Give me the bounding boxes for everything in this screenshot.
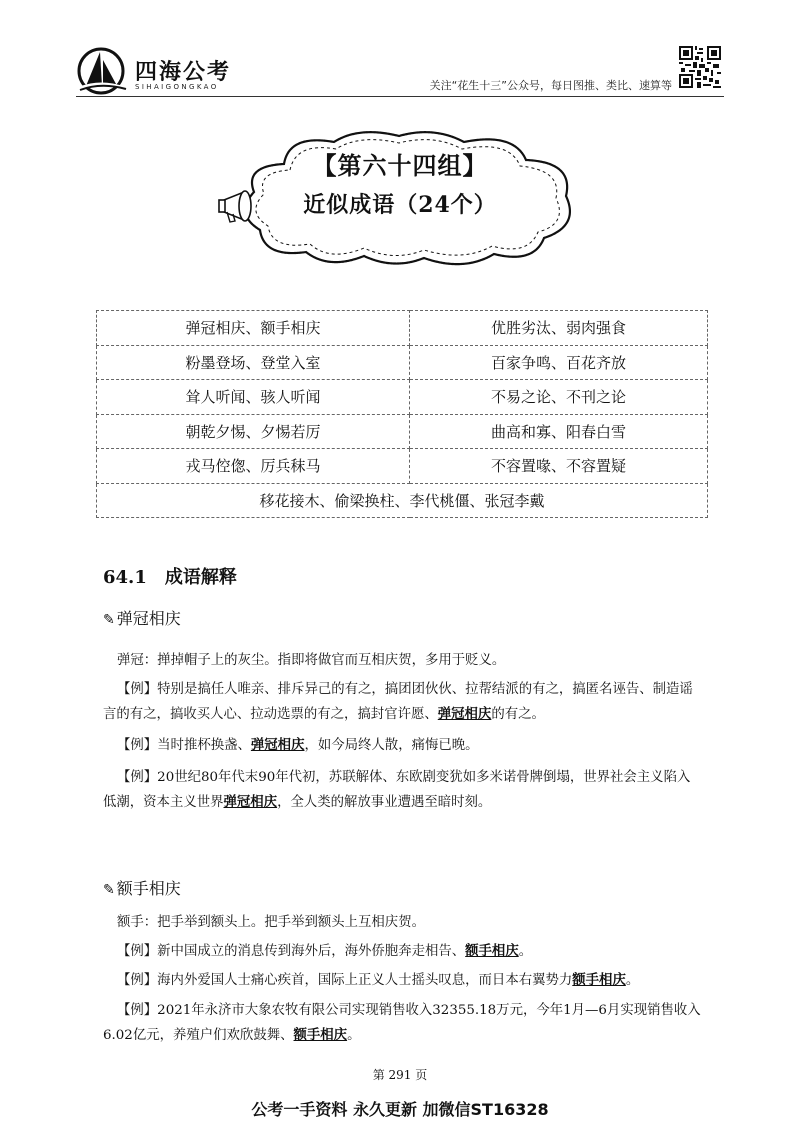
example-paragraph: [103, 968, 701, 993]
example-paragraph: [103, 677, 701, 727]
example-text: ，如今局终人散，痛悔已晚。: [304, 738, 479, 753]
entry-heading: [103, 606, 181, 629]
idiom-table: [96, 310, 708, 518]
table-cell: 弹冠相庆、额手相庆: [97, 311, 410, 346]
topic-title: 近似成语（24个）: [303, 192, 497, 218]
table-row: [97, 483, 708, 518]
table-cell: 不容置喙、不容置疑: [410, 449, 708, 484]
header-divider: [76, 96, 724, 97]
highlighted-idiom: 弹冠相庆: [223, 794, 278, 810]
example-text: 。: [625, 973, 640, 988]
table-cell: 百家争鸣、百花齐放: [410, 345, 708, 380]
highlighted-idiom: 弹冠相庆: [437, 706, 492, 722]
entry-title: 额手相庆: [116, 879, 181, 898]
example-text: ，全人类的解放事业遭遇至暗时刻。: [277, 795, 492, 810]
example-paragraph: [103, 765, 701, 815]
table-row: [97, 311, 708, 346]
pencil-icon: ✎: [103, 882, 115, 898]
entry-definition: 额手：把手举到额头上。把手举到额头上互相庆贺。: [117, 915, 425, 930]
table-row: [97, 449, 708, 484]
header-note: 关注“花生十三”公众号，每日图推、类比、速算等: [429, 79, 672, 92]
table-cell: 不易之论、不刊之论: [410, 380, 708, 415]
example-text: 【例】当时推杯换盏、: [117, 738, 251, 753]
example-text: 【例】新中国成立的消息传到海外后，海外侨胞奔走相告、: [117, 944, 466, 959]
brand-name: 四海公考: [135, 60, 232, 85]
table-cell: 戎马倥偬、厉兵秣马: [97, 449, 410, 484]
table-row: [97, 414, 708, 449]
page-number: 第 291 页: [372, 1068, 428, 1082]
table-cell: 耸人听闻、骇人听闻: [97, 380, 410, 415]
example-text: 【例】2021年永济市大象农牧有限公司实现销售收入32355.18万元，今年1月—6月实现销售收入6.02亿元，养殖户们欢欣鼓舞、: [103, 1003, 701, 1043]
example-text: 。: [347, 1028, 361, 1043]
example-text: 【例】海内外爱国人士痛心疾首，国际上正义人士摇头叹息，而日本右翼势力: [117, 973, 573, 988]
table-row: [97, 345, 708, 380]
highlighted-idiom: 额手相庆: [293, 1027, 348, 1043]
table-cell: 粉墨登场、登堂入室: [97, 345, 410, 380]
table-cell: 朝乾夕惕、夕惕若厉: [97, 414, 410, 449]
entry-title: 弹冠相庆: [116, 609, 181, 628]
pencil-icon: ✎: [103, 612, 115, 628]
table-cell-merged: 移花接木、偷梁换柱、李代桃僵、张冠李戴: [97, 483, 708, 518]
table-cell: 曲高和寡、阳春白雪: [410, 414, 708, 449]
example-text: 的有之。: [491, 707, 545, 722]
brand-name-pinyin: SIHAIGONGKAO: [135, 83, 219, 91]
entry-definition: 弹冠：掸掉帽子上的灰尘。指即将做官而互相庆贺，多用于贬义。: [117, 653, 506, 668]
example-text: 。: [518, 944, 533, 959]
example-paragraph: [103, 939, 701, 964]
footer-text: 公考一手资料 永久更新 加微信ST16328: [251, 1100, 549, 1119]
example-text: 【例】20世纪80年代末90年代初，苏联解体、东欧剧变犹如多米诺骨牌倒塌，世界社会主义陷入低潮，资本主义世界: [103, 770, 691, 810]
highlighted-idiom: 额手相庆: [465, 943, 519, 959]
section-heading: 64.1 成语解释: [103, 567, 237, 588]
qr-code-icon: [679, 46, 721, 88]
table-cell: 优胜劣汰、弱肉强食: [410, 311, 708, 346]
megaphone-icon: [219, 191, 251, 222]
highlighted-idiom: 额手相庆: [572, 972, 626, 988]
example-paragraph: [103, 998, 701, 1048]
example-paragraph: [103, 733, 701, 758]
entry-heading: [103, 876, 181, 899]
table-row: [97, 380, 708, 415]
group-title: 【第六十四组】: [312, 151, 488, 180]
sihai-logo: [76, 46, 130, 96]
example-text: 【例】特别是搞任人唯亲、排斥异己的有之，搞团团伙伙、拉帮结派的有之，搞匿名诬告、制造谣言的有之，搞收买人心、拉动选票的有之，搞封官许愿、: [103, 682, 693, 722]
highlighted-idiom: 弹冠相庆: [250, 737, 305, 753]
